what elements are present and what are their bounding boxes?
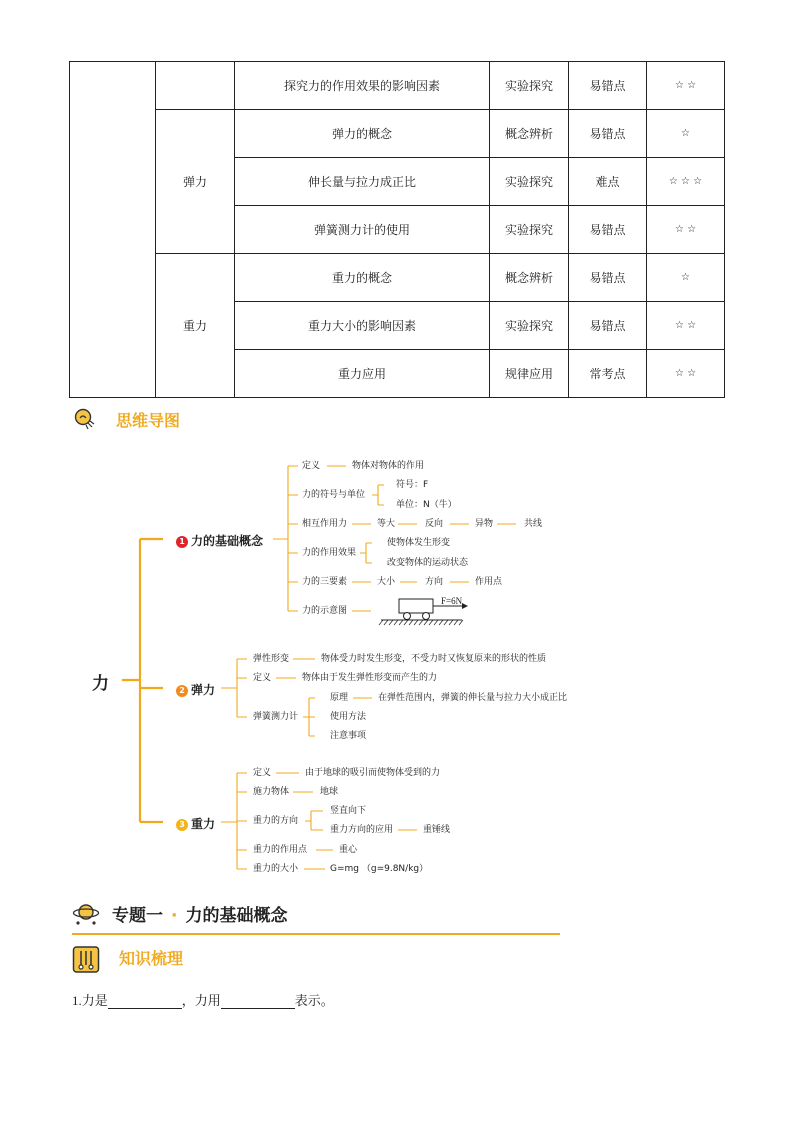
branch-label: 重力 [191, 817, 216, 831]
mm-node: 注意事项 [330, 731, 367, 741]
stars-cell: ☆ [647, 254, 725, 302]
mm-node: 竖直向下 [330, 806, 367, 816]
mm-node: 等大 [377, 519, 396, 529]
mindmap-title: 思维导图 [116, 411, 181, 430]
force-label: F=6N [441, 596, 463, 606]
topic-prefix: 专题一 [112, 906, 163, 926]
question-1 [72, 990, 334, 1009]
topic-dot: · [171, 906, 178, 926]
type-cell: 实验探究 [490, 206, 569, 254]
mm-node: 力的作用效果 [302, 548, 357, 558]
topic-cell: 弹簧测力计的使用 [235, 206, 490, 254]
mm-node: 符号：F [396, 480, 429, 490]
answer-blank-2[interactable] [221, 996, 295, 1009]
mm-node: 力的三要素 [302, 577, 348, 587]
mm-node: 力的示意图 [302, 606, 348, 616]
branch-elastic [176, 681, 215, 698]
mm-node: 弹簧测力计 [253, 712, 299, 722]
mm-node: 物体对物体的作用 [352, 461, 425, 471]
topic-cell: 重力大小的影响因素 [235, 302, 490, 350]
type-cell: 概念辨析 [490, 254, 569, 302]
stars-cell: ☆ ☆ [647, 350, 725, 398]
mm-node: 单位：N（牛） [396, 500, 457, 510]
mm-node: 力的符号与单位 [302, 490, 366, 500]
mm-node: 定义 [302, 461, 321, 471]
topic-underline [72, 933, 560, 935]
mm-node: 定义 [253, 673, 272, 683]
level-cell: 易错点 [569, 110, 647, 158]
mindmap-root: 力 [92, 674, 109, 694]
mm-node: 重力的作用点 [253, 845, 308, 855]
type-cell: 实验探究 [490, 302, 569, 350]
mm-node: 重力的大小 [253, 864, 299, 874]
level-cell: 易错点 [569, 254, 647, 302]
mm-node: 在弹性范围内，弹簧的伸长量与拉力大小成正比 [378, 693, 568, 703]
mm-node: 使用方法 [330, 712, 367, 722]
organ-icon [72, 945, 100, 979]
group-cell-gravity: 重力 [156, 254, 235, 398]
stars-cell: ☆ ☆ [647, 302, 725, 350]
stars-cell: ☆ ☆ ☆ [647, 158, 725, 206]
mm-node: 重力的方向 [253, 816, 299, 826]
topic-cell: 重力应用 [235, 350, 490, 398]
mm-node: 重心 [339, 845, 358, 855]
type-cell: 实验探究 [490, 62, 569, 110]
mm-node: 原理 [330, 693, 349, 703]
mm-node: 使物体发生形变 [387, 538, 451, 548]
topic-name: 力的基础概念 [185, 906, 288, 926]
mm-node: 相互作用力 [302, 519, 348, 529]
mm-node: 物体受力时发生形变，不受力时又恢复原来的形状的性质 [321, 654, 547, 664]
mm-node: 反向 [425, 519, 444, 529]
question-text: 表示。 [294, 993, 334, 1008]
branch-gravity [176, 815, 215, 832]
topic-cell: 伸长量与拉力成正比 [235, 158, 490, 206]
mm-node: 由于地球的吸引而使物体受到的力 [305, 768, 441, 778]
mm-node: 作用点 [475, 577, 503, 587]
mm-node: 改变物体的运动状态 [387, 558, 469, 568]
stars-cell: ☆ [647, 110, 725, 158]
level-cell: 易错点 [569, 206, 647, 254]
topic-cell: 弹力的概念 [235, 110, 490, 158]
answer-blank-1[interactable] [108, 996, 182, 1009]
mm-node: 重力方向的应用 [330, 825, 394, 835]
knowledge-title: 知识梳理 [119, 949, 184, 968]
mm-node: 重锤线 [423, 825, 451, 835]
branch-label: 力的基础概念 [191, 534, 264, 548]
mm-node: 方向 [425, 577, 444, 587]
mm-node: 定义 [253, 768, 272, 778]
mm-node: 弹性形变 [253, 654, 290, 664]
question-text: ，力用 [181, 993, 221, 1008]
level-cell: 易错点 [569, 62, 647, 110]
group-cell-elastic: 弹力 [156, 110, 235, 254]
type-cell: 概念辨析 [490, 110, 569, 158]
stars-cell: ☆ ☆ [647, 206, 725, 254]
type-cell: 规律应用 [490, 350, 569, 398]
mm-node: 物体由于发生弹性形变而产生的力 [302, 673, 438, 683]
branch-basic-concept [176, 532, 263, 549]
planet-icon [72, 900, 100, 930]
mm-node: 大小 [377, 577, 396, 587]
branch-label: 弹力 [191, 683, 216, 697]
topic-cell: 探究力的作用效果的影响因素 [235, 62, 490, 110]
mm-node: 异物 [475, 519, 494, 529]
stars-cell: ☆ ☆ [647, 62, 725, 110]
mm-node: 施力物体 [253, 787, 290, 797]
mm-node: G=mg （g=9.8N/kg） [330, 864, 429, 874]
mm-node: 地球 [320, 787, 339, 797]
mm-node: 共线 [524, 519, 543, 529]
topic-title [112, 901, 287, 926]
topic-cell: 重力的概念 [235, 254, 490, 302]
type-cell: 实验探究 [490, 158, 569, 206]
branch-number: 3 [176, 819, 188, 831]
level-cell: 常考点 [569, 350, 647, 398]
question-text: 1.力是 [72, 993, 108, 1008]
branch-number: 1 [176, 536, 188, 548]
level-cell: 难点 [569, 158, 647, 206]
branch-number: 2 [176, 685, 188, 697]
level-cell: 易错点 [569, 302, 647, 350]
